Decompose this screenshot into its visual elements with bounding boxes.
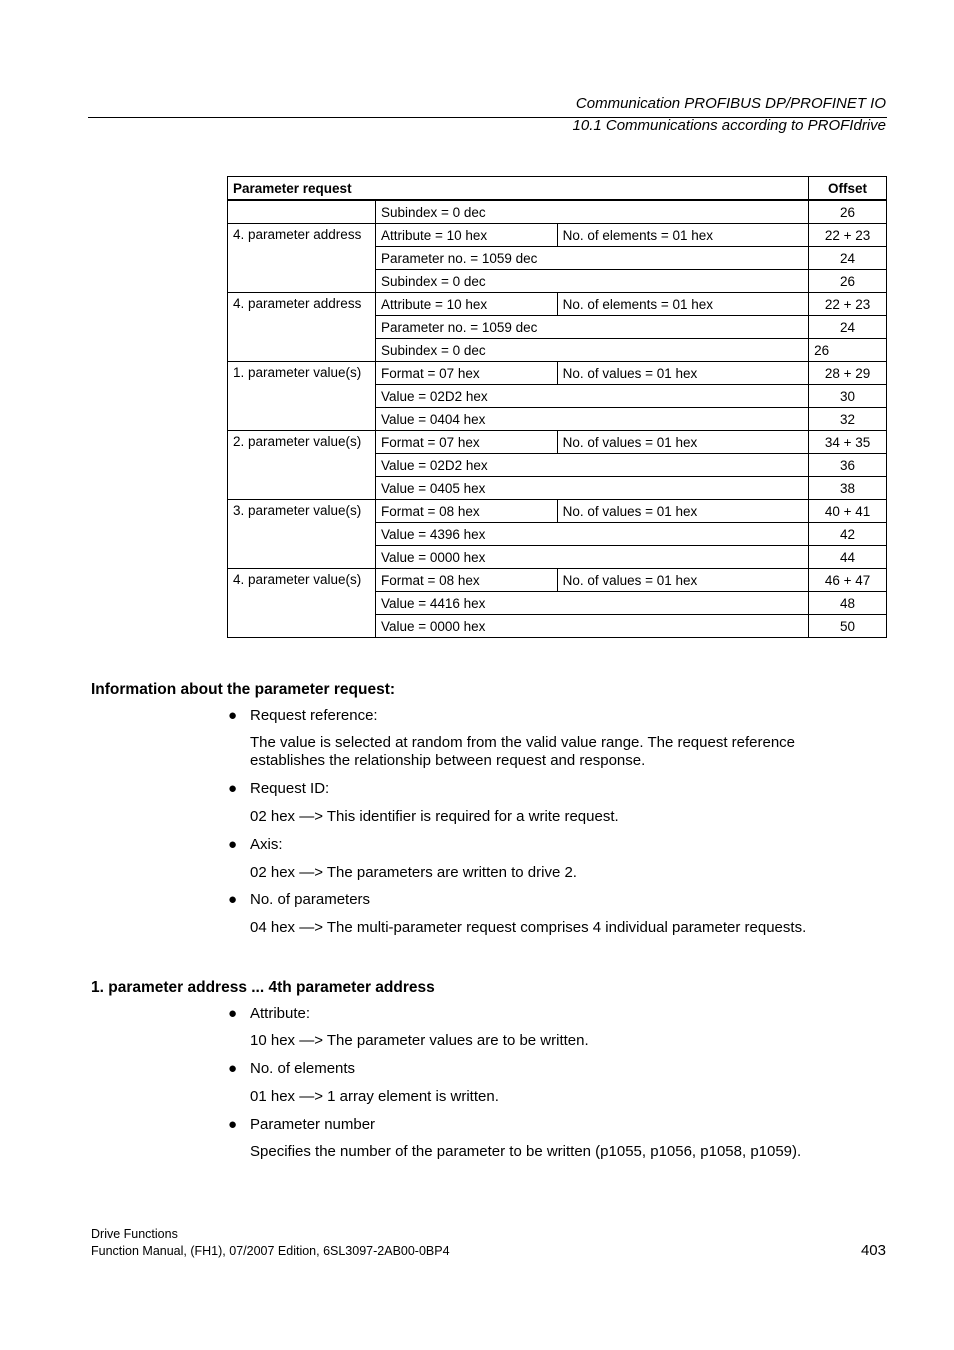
page-number: 403 bbox=[860, 1242, 886, 1259]
table-row bbox=[228, 200, 887, 224]
offset-cell: 44 bbox=[809, 546, 887, 569]
offset-cell: 26 bbox=[809, 339, 887, 362]
list-item-label: No. of parameters bbox=[250, 891, 371, 908]
offset-cell: 26 bbox=[809, 270, 887, 293]
col-header-offset: Offset bbox=[809, 177, 887, 201]
list-item-text: Specifies the number of the parameter to be written (p1055, p1056, p1058, p1059). bbox=[250, 1143, 802, 1160]
bullet-icon: ● bbox=[228, 1116, 238, 1133]
cell: No. of values = 01 hex bbox=[557, 569, 809, 592]
table-row bbox=[228, 224, 887, 247]
parameter-request-table bbox=[227, 176, 887, 638]
bullet-icon: ● bbox=[228, 1060, 238, 1077]
table-row bbox=[228, 362, 887, 385]
list-item-text: 02 hex —> The parameters are written to drive 2. bbox=[250, 864, 577, 881]
offset-cell: 36 bbox=[809, 454, 887, 477]
cell: Value = 4416 hex bbox=[375, 592, 808, 615]
offset-cell: 22 + 23 bbox=[809, 224, 887, 247]
list-item-label: Parameter number bbox=[250, 1116, 376, 1133]
table-row bbox=[228, 293, 887, 316]
table-row bbox=[228, 569, 887, 592]
offset-cell: 50 bbox=[809, 615, 887, 638]
footer-title: Drive Functions bbox=[91, 1227, 178, 1241]
cell: Value = 0405 hex bbox=[375, 477, 808, 500]
row-label: 2. parameter value(s) bbox=[228, 431, 376, 500]
list-item-label: No. of elements bbox=[250, 1060, 356, 1077]
cell: Subindex = 0 dec bbox=[375, 339, 808, 362]
cell: Attribute = 10 hex bbox=[375, 293, 557, 316]
offset-cell: 22 + 23 bbox=[809, 293, 887, 316]
cell: Value = 0000 hex bbox=[375, 546, 808, 569]
offset-cell: 28 + 29 bbox=[809, 362, 887, 385]
list-item-text: 01 hex —> 1 array element is written. bbox=[250, 1088, 499, 1105]
bullet-icon: ● bbox=[228, 836, 238, 853]
cell: Attribute = 10 hex bbox=[375, 224, 557, 247]
cell: No. of values = 01 hex bbox=[557, 500, 809, 523]
header-chapter: Communication PROFIBUS DP/PROFINET IO bbox=[575, 95, 886, 112]
offset-cell: 34 + 35 bbox=[809, 431, 887, 454]
list-item-label: Attribute: bbox=[250, 1005, 311, 1022]
list-item-label: Request reference: bbox=[250, 707, 378, 724]
cell-empty bbox=[228, 200, 376, 224]
cell: Value = 02D2 hex bbox=[375, 385, 808, 408]
section-heading-parameter-address: 1. parameter address ... 4th parameter address bbox=[91, 979, 435, 996]
cell: Value = 0404 hex bbox=[375, 408, 808, 431]
row-label: 3. parameter value(s) bbox=[228, 500, 376, 569]
bullet-icon: ● bbox=[228, 707, 238, 724]
offset-cell: 30 bbox=[809, 385, 887, 408]
row-label: 4. parameter value(s) bbox=[228, 569, 376, 638]
offset-cell: 42 bbox=[809, 523, 887, 546]
bullet-icon: ● bbox=[228, 780, 238, 797]
cell: Value = 02D2 hex bbox=[375, 454, 808, 477]
cell: Format = 08 hex bbox=[375, 569, 557, 592]
cell: Value = 4396 hex bbox=[375, 523, 808, 546]
row-label: 4. parameter address bbox=[228, 293, 376, 362]
cell: No. of elements = 01 hex bbox=[557, 293, 809, 316]
cell: No. of values = 01 hex bbox=[557, 362, 809, 385]
cell: Parameter no. = 1059 dec bbox=[375, 247, 808, 270]
footer-manual-info: Function Manual, (FH1), 07/2007 Edition, 6SL3097-2AB00-0BP4 bbox=[91, 1244, 450, 1258]
list-item-text: The value is selected at random from the valid value range. The request reference establishes the relationship between request and response. bbox=[250, 734, 796, 769]
cell: Format = 07 hex bbox=[375, 431, 557, 454]
section-heading-request-info: Information about the parameter request: bbox=[91, 681, 396, 698]
offset-cell: 24 bbox=[809, 316, 887, 339]
header-section: 10.1 Communications according to PROFIdrive bbox=[572, 117, 886, 134]
table-row bbox=[228, 431, 887, 454]
offset-cell: 48 bbox=[809, 592, 887, 615]
table-row bbox=[228, 500, 887, 523]
cell: Format = 08 hex bbox=[375, 500, 557, 523]
list-item-label: Axis: bbox=[250, 836, 283, 853]
list-item-label: Request ID: bbox=[250, 780, 330, 797]
cell: Subindex = 0 dec bbox=[375, 270, 808, 293]
col-header-request: Parameter request bbox=[228, 177, 809, 201]
bullet-icon: ● bbox=[228, 1005, 238, 1022]
cell: No. of elements = 01 hex bbox=[557, 224, 809, 247]
cell: Format = 07 hex bbox=[375, 362, 557, 385]
offset-cell: 24 bbox=[809, 247, 887, 270]
cell: Parameter no. = 1059 dec bbox=[375, 316, 808, 339]
cell: Subindex = 0 dec bbox=[375, 200, 808, 224]
offset-cell: 40 + 41 bbox=[809, 500, 887, 523]
cell: Value = 0000 hex bbox=[375, 615, 808, 638]
list-item-text: 02 hex —> This identifier is required for a write request. bbox=[250, 808, 619, 825]
row-label: 4. parameter address bbox=[228, 224, 376, 293]
offset-cell: 46 + 47 bbox=[809, 569, 887, 592]
offset-cell: 32 bbox=[809, 408, 887, 431]
offset-cell: 38 bbox=[809, 477, 887, 500]
offset-cell: 26 bbox=[809, 200, 887, 224]
list-item-text: 04 hex —> The multi-parameter request comprises 4 individual parameter requests. bbox=[250, 919, 807, 936]
cell: No. of values = 01 hex bbox=[557, 431, 809, 454]
row-label: 1. parameter value(s) bbox=[228, 362, 376, 431]
list-item-text: 10 hex —> The parameter values are to be written. bbox=[250, 1032, 589, 1049]
table-header-row bbox=[228, 177, 887, 201]
bullet-icon: ● bbox=[228, 891, 238, 908]
